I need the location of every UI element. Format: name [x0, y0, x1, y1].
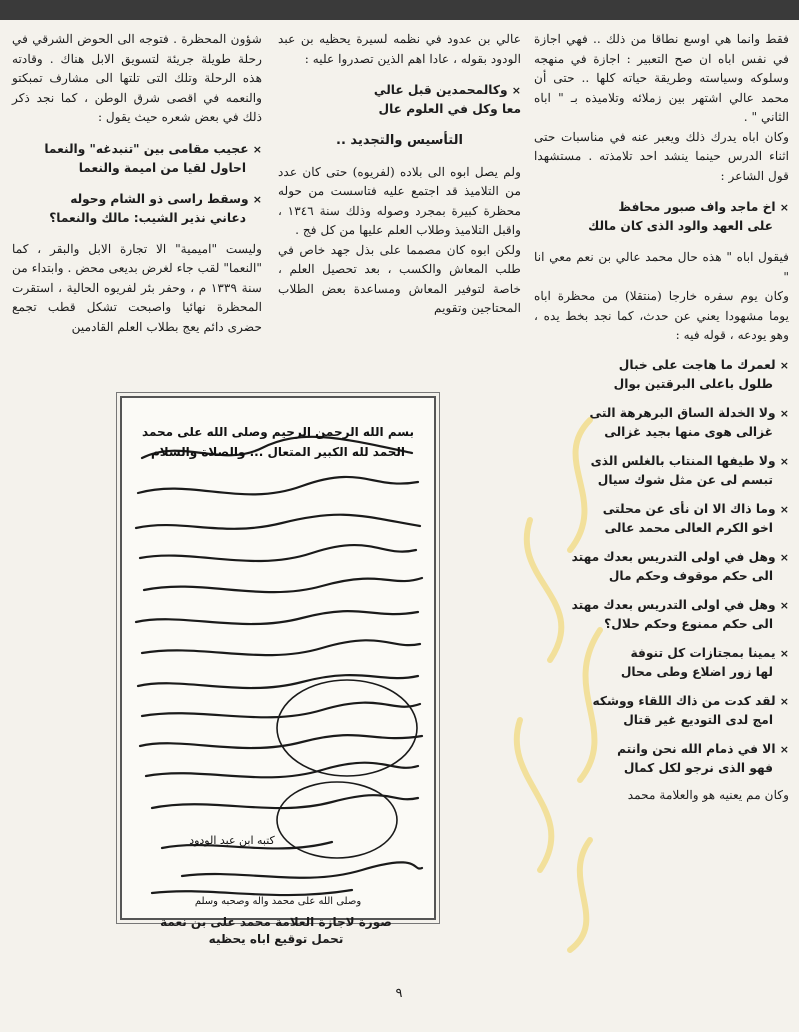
paragraph: وكان يوم سفره خارجا (منتقلا) من محظرة اباه يوما مشهودا يعني عن حدث، كما نجد بخط يده ، وهو يودعه ، قوله فيه : [534, 289, 789, 342]
poem-verse: × لعمرك ما هاجت على خبال طلول باعلى البرقتين بوال [613, 357, 789, 391]
watermark-stamp [470, 400, 630, 960]
paragraph: وليست "اميمية" الا تجارة الابل والبقر ، كما "النعما" لقب جاء لغرض بديعى محض . وابتداء من سنة ١٣٣٩ م ، وحفر بئر لفريوه الحالية ، استقرت المحظرة نهائيا واصبحت تشكل قطب تجمع حضرى دائم يعج بطلاب العلم القادمين [12, 241, 262, 334]
top-rule [0, 0, 799, 20]
paragraph: ولم يصل ابوه الى بلاده (لفريوه) حتى كان عدد من التلاميذ قد اجتمع عليه فتاسست من حوله محظرة كبيرة بمجرد وصوله وذلك سنة ١٣٤٦ ، واقبل التلاميذ وطلاب العلم عليها من كل فج . [278, 164, 521, 237]
paragraph: فيقول اباه " هذه حال محمد عالي بن نعم معي انا " [534, 250, 789, 284]
paragraph: وكان اباه يدرك ذلك ويعبر عنه في مناسبات حتى اثناء الدرس حينما ينشد احد تلامذته . مستشهدا قول الشاعر : [534, 129, 789, 183]
left-column [12, 30, 262, 337]
manuscript-signature: كتبه ابن عبد الودود [189, 834, 275, 847]
poem-verse: × وما ذاك الا ان نأى عن محلتى اخو الكرم العالى محمد عالى [602, 501, 789, 535]
poem-verse: × وهل في اولى التدريس بعدك مهتد الى حكم ممنوع وحكم حلال؟ [571, 597, 789, 631]
paragraph: عالي بن عدود في نظمه لسيرة يحظيه بن عبد الودود بقوله ، عادا اهم الذين تصدروا عليه : [278, 32, 521, 66]
image-caption: صورة لاجازة العلامة محمد على بن نعمة تحمل توقيع اباه يحظيه [160, 915, 392, 946]
paragraph: ولكن ابوه كان مصمما على بذل جهد خاص في طلب المعاش والكسب ، بعد تحصيل العلم ، خاصة لتوفير المعاش ومساعدة بعض الطلاب المحتاجين وتقويم [278, 242, 521, 315]
poem-verse: × لقد كدت من ذاك اللقاء ووشكه امج لدى التوديع غير قتال [592, 693, 789, 727]
manuscript-opening: بسم الله الرحمن الرحيم وصلى الله على محمد [142, 425, 414, 439]
verse: × وسقط راسى ذو الشام وحوله دعاني نذير الشيب: مالك والنعما؟ [49, 191, 262, 225]
page-number: ٩ [395, 986, 403, 1001]
verse: × وكالمحمدين قبل عالي معا وكل في العلوم عال [373, 83, 521, 116]
manuscript-image [120, 396, 436, 920]
poem-verse: × ولا طيفها المنتاب بالغلس الذى تبسم لى عن مثل شوك سيال [590, 453, 789, 487]
middle-column [278, 30, 521, 319]
section-heading: التأسيس والتجديد .. [336, 133, 463, 148]
manuscript-line: الحمد لله الكبير المتعال ... والصلاة والسلام [150, 445, 406, 459]
poem-verse: × وهل في اولى التدريس بعدك مهتد الى حكم موقوف وحكم مال [571, 549, 789, 583]
poem-verse: × يمينا بمجتازات كل تنوفة لها زور اضلاع وطى محال [620, 645, 789, 679]
poem-verse: × الا في ذمام الله نحن وانتم فهو الذى نرجو لكل كمال [617, 741, 789, 775]
manuscript-closing: وصلى الله على محمد وآله وصحبه وسلم [194, 896, 362, 907]
paragraph: شؤون المحظرة . فتوجه الى الحوض الشرقي في رحلة طويلة جريئة لتسويق الابل هناك . وقادته هذه الرحلة وتلك التى تلتها الى مشارف تمبكتو والنعمه في اقصى شرق الوطن ، كما نجد ذكر ذلك في بعض شعره حيث يقول : [12, 32, 262, 124]
paragraph: وكان مم يعنيه هو والعلامة محمد [627, 787, 789, 802]
poem-verse: × ولا الخدلة الساق البرهرهة التى غزالى هوى منها بجيد غزالى [589, 405, 789, 439]
verse: × عجيب مقامى بين "تنبدغه" والنعما احاول لقيا من اميمة والنعما [44, 141, 262, 175]
verse: × اخ ماجد واف صبور محافظ على العهد والود الذى كان مالك [588, 200, 789, 233]
paragraph: فقط وانما هي اوسع نطاقا من ذلك .. فهي اجازة في نفس اباه ان صح التعبير : اجازة في منهجه وسلوكه وسياسته وطريقة حياته كلها .. حتى أن محمد عالي اشتهر بين زملائه وتلاميذه بـ " اباه الثاني " . [534, 32, 789, 124]
